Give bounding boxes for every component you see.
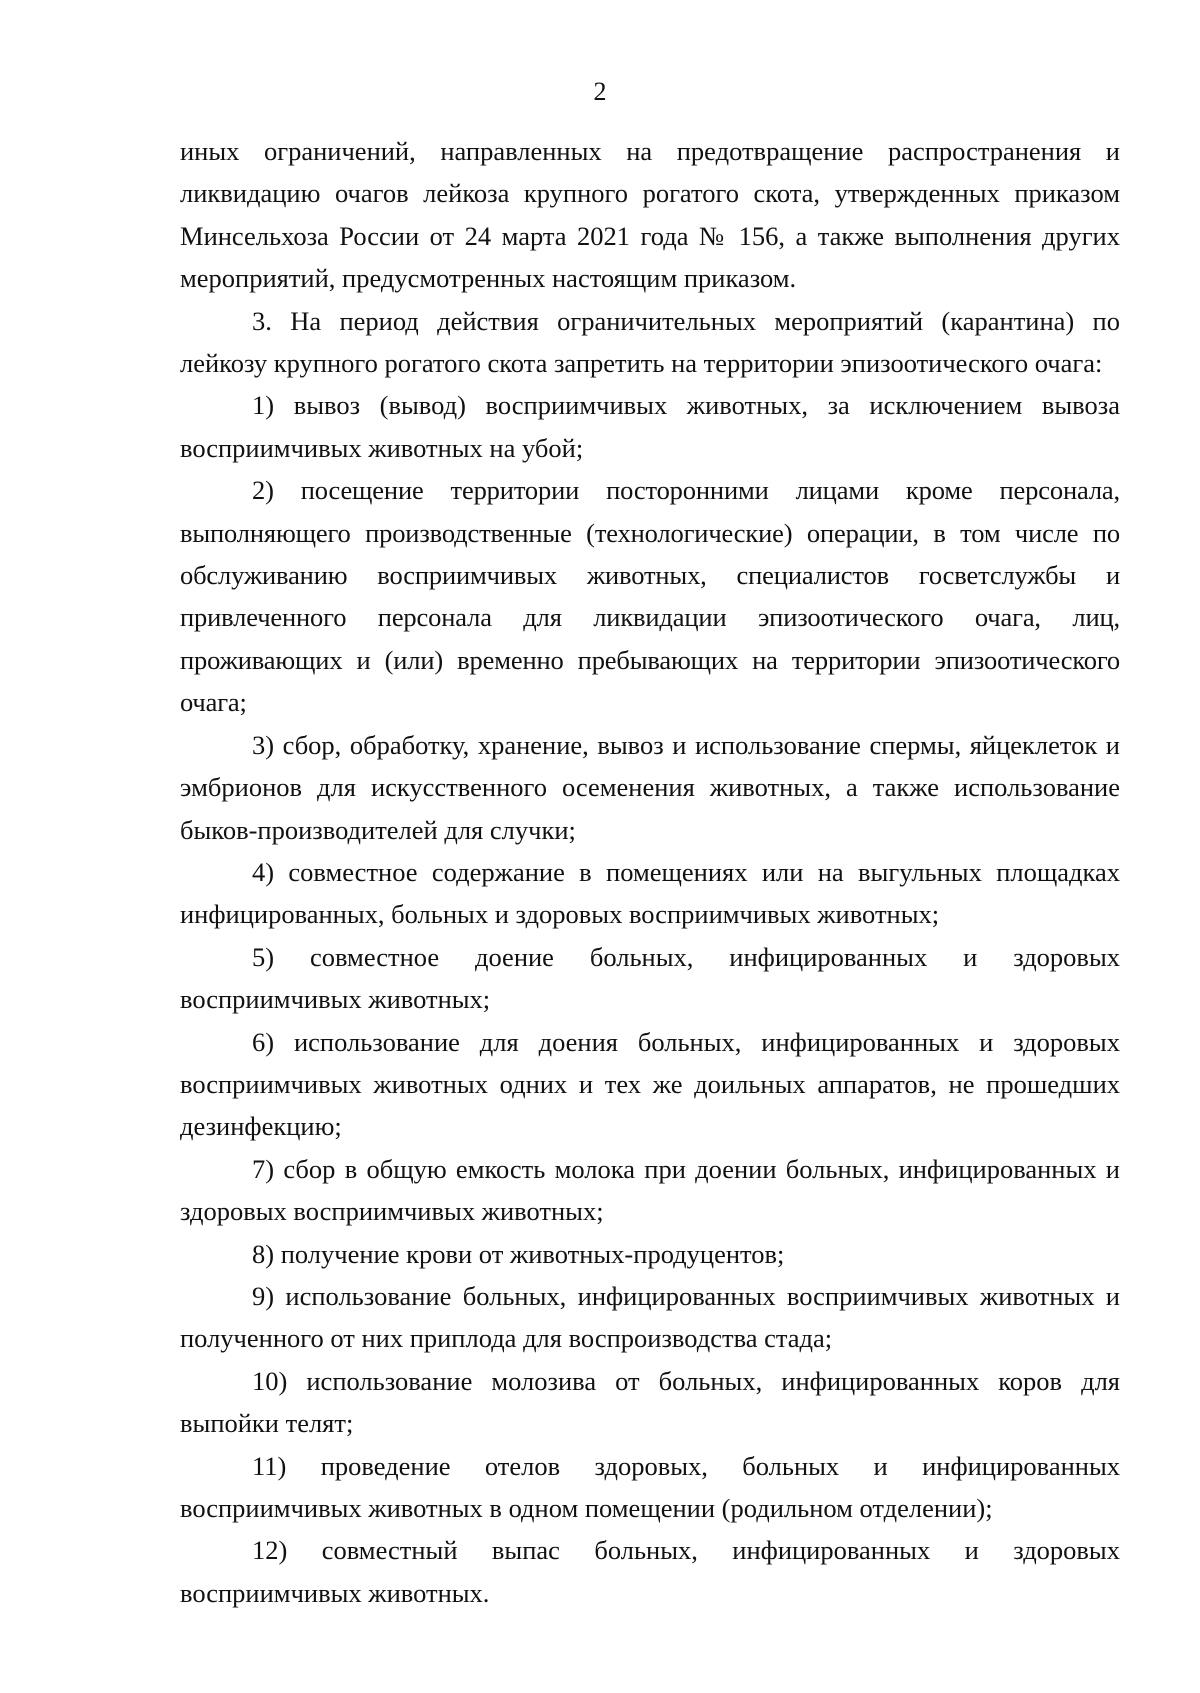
list-item-1: 1) вывоз (вывод) восприимчивых животных, за исключением вывоза восприимчивых животных на убой; [180,390,1120,463]
list-item-9: 9) использование больных, инфицированных восприимчивых животных и полученного от них приплода для воспроизводства стада; [180,1280,1120,1354]
list-item-10: 10) использование молозива от больных, инфицированных коров для выпойки телят; [180,1365,1120,1439]
paragraph-continuation: иных ограничений, направленных на предотвращение распространения и ликвидацию очагов лейкоза крупного рогатого скота, утвержденных приказом Минсельхоза России от 24 марта 2021 года № 156, а также выполнения других мероприятий, предусмотренных настоящим приказом. [180,136,1120,294]
list-item-6: 6) использование для доения больных, инфицированных и здоровых восприимчивых животных одних и тех же доильных аппаратов, не прошедших дезинфекцию; [180,1026,1120,1142]
list-item-3: 3) сбор, обработку, хранение, вывоз и использование спермы, яйцеклеток и эмбрионов для искусственного осеменения животных, а также использование быков-производителей для случки; [180,729,1120,845]
page-number: 2 [593,77,607,106]
document-body [180,130,1120,1614]
list-item-12: 12) совместный выпас больных, инфицированных и здоровых восприимчивых животных. [180,1535,1120,1608]
list-item-11: 11) проведение отелов здоровых, больных и инфицированных восприимчивых животных в одном помещении (родильном отделении); [180,1450,1120,1523]
paragraph-clause-3: 3. На период действия ограничительных мероприятий (карантина) по лейкозу крупного рогатого скота запретить на территории эпизоотического очага: [180,305,1120,379]
list-item-5: 5) совместное доение больных, инфицированных и здоровых восприимчивых животных; [180,941,1120,1015]
list-item-8: 8) получение крови от животных-продуцентов; [252,1238,785,1269]
list-item-2: 2) посещение территории посторонними лицами кроме персонала, выполняющего производственные (технологические) операции, в том числе по обслуживанию восприимчивых животных, специалистов госветслужбы и привлеченного персонала для ликвидации эпизоотического очага, лиц, проживающих и (или) временно пребывающих на территории эпизоотического очага; [180,475,1120,718]
list-item-7: 7) сбор в общую емкость молока при доении больных, инфицированных и здоровых восприимчивых животных; [180,1153,1120,1227]
list-item-4: 4) совместное содержание в помещениях или на выгульных площадках инфицированных, больных и здоровых восприимчивых животных; [180,856,1120,930]
